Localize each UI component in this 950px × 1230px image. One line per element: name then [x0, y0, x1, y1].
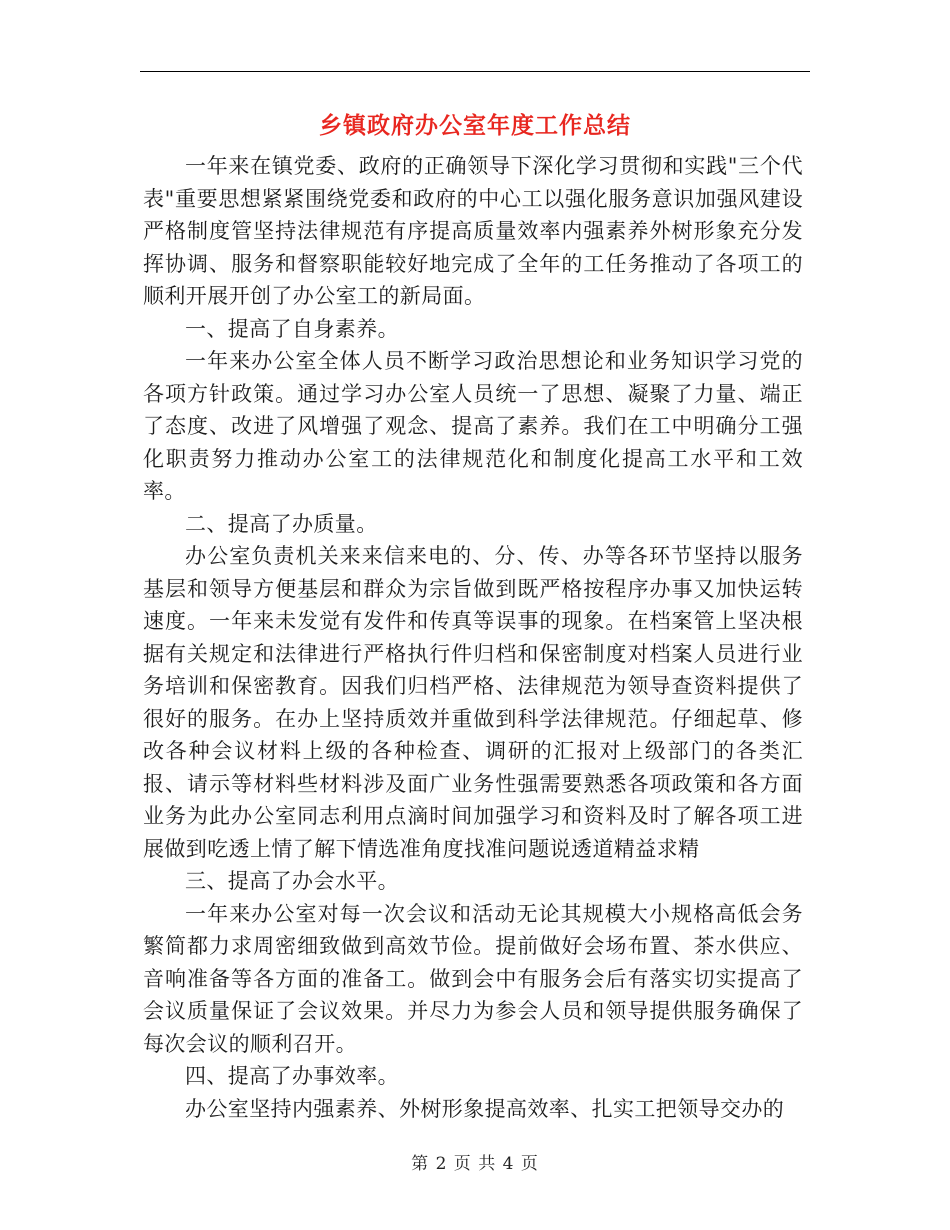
document-title: 乡镇政府办公室年度工作总结: [319, 112, 631, 139]
paragraph-section-2: 办公室负责机关来来信来电的、分、传、办等各环节坚持以服务基层和领导方便基层和群众为宗旨做到既严格按程序办事又加快运转速度。一年来未发觉有发件和传真等误事的现象。在档案管上坚决根据有关规定和法律进行严格执行件归档和保密制度对档案人员进行业务培训和保密教育。因我们归档严格、法律规范为领导查资料提供了很好的服务。在办上坚持质效并重做到科学法律规范。仔细起草、修改各种会议材料上级的各种检查、调研的汇报对上级部门的各类汇报、请示等材料些材料涉及面广业务性强需要熟悉各项政策和各方面业务为此办公室同志利用点滴时间加强学习和资料及时了解各项工进展做到吃透上情了解下情选准角度找准问题说透道精益求精: [143, 544, 803, 861]
page-number-footer: 第 2 页 共 4 页: [411, 1154, 539, 1174]
paragraph-section-4: 办公室坚持内强素养、外树形象提高效率、扎实工把领导交办的: [185, 1096, 785, 1121]
document-body: [143, 150, 803, 1125]
paragraph-section-1: 一年来办公室全体人员不断学习政治思想论和业务知识学习党的各项方针政策。通过学习办公室人员统一了思想、凝聚了力量、端正了态度、改进了风增强了观念、提高了素养。我们在工中明确分工强化职责努力推动办公室工的法律规范化和制度化提高工水平和工效率。: [143, 349, 803, 503]
section-heading-4: 四、提高了办事效率。: [185, 1064, 399, 1088]
paragraph-section-3: 一年来办公室对每一次会议和活动无论其规模大小规格高低会务繁简都力求周密细致做到高效节俭。提前做好会场布置、茶水供应、音响准备等各方面的准备工。做到会中有服务会后有落实切实提高了会议质量保证了会议效果。并尽力为参会人员和领导提供服务确保了每次会议的顺利召开。: [143, 901, 803, 1056]
header-rule: [140, 71, 810, 72]
section-heading-3: 三、提高了办会水平。: [185, 869, 399, 893]
paragraph-intro: 一年来在镇党委、政府的正确领导下深化学习贯彻和实践"三个代表"重要思想紧紧围绕党委和政府的中心工以强化服务意识加强风建设严格制度管坚持法律规范有序提高质量效率内强素养外树形象充分发挥协调、服务和督察职能较好地完成了全年的工任务推动了各项工的顺利开展开创了办公室工的新局面。: [143, 154, 803, 308]
section-heading-2: 二、提高了办质量。: [185, 511, 378, 536]
section-heading-1: 一、提高了自身素养。: [185, 316, 399, 341]
